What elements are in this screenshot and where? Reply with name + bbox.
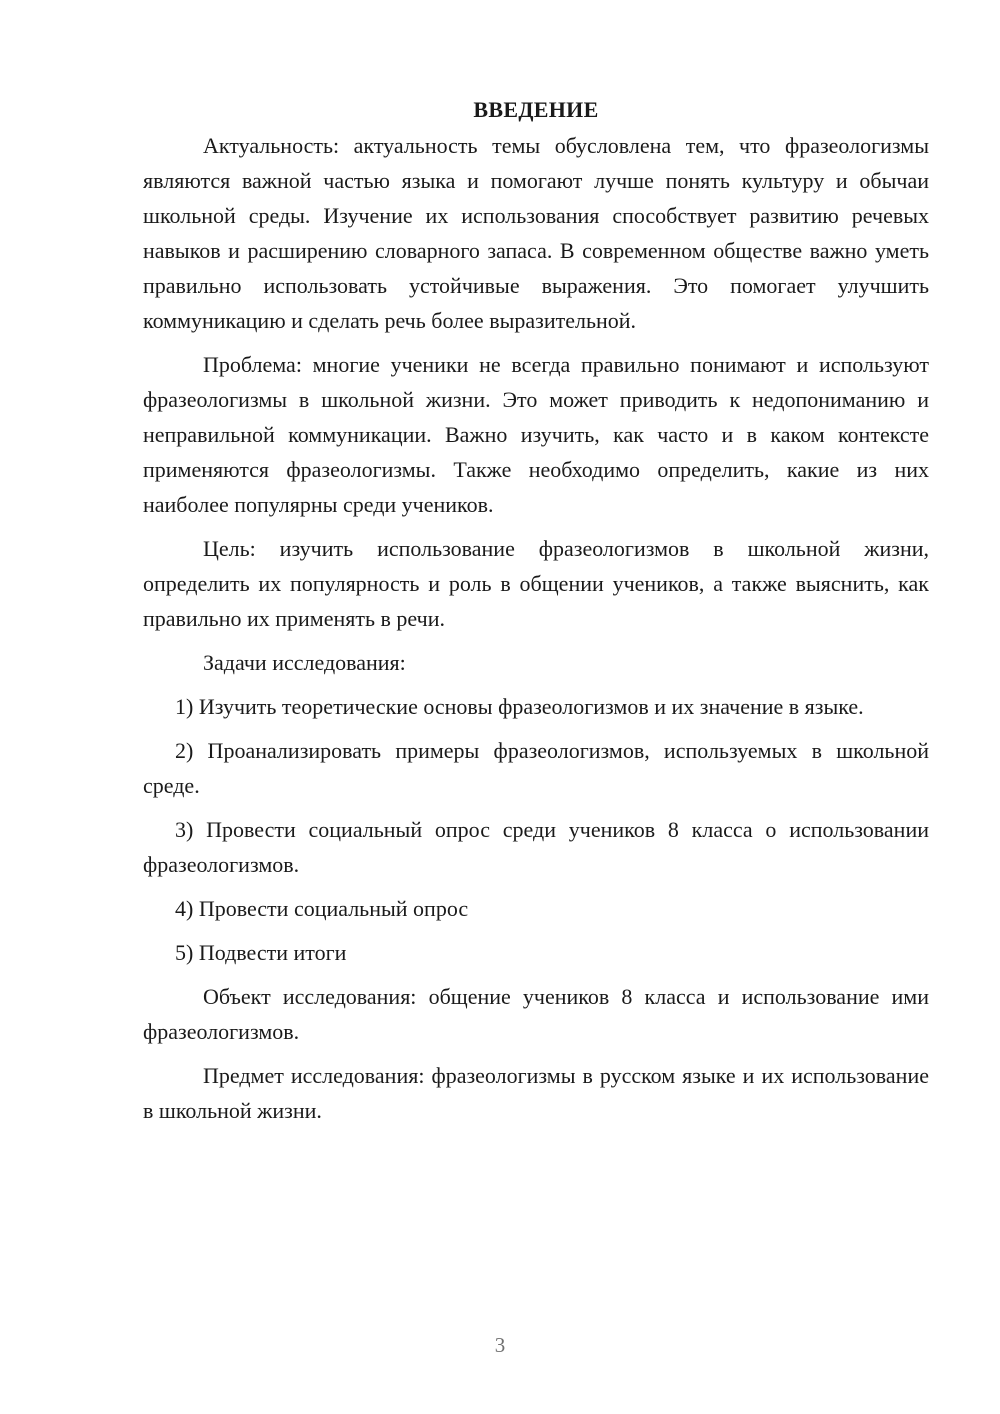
page-number: 3 xyxy=(494,1333,506,1357)
list-item-task-2: 2) Проанализировать примеры фразеологизмов, используемых в школьной среде. xyxy=(143,738,929,798)
list-item-task-1: 1) Изучить теоретические основы фразеологизмов и их значение в языке. xyxy=(175,694,864,719)
list-item-task-5: 5) Подвести итоги xyxy=(175,940,347,965)
list-item-task-4: 4) Провести социальный опрос xyxy=(175,896,469,921)
document-page xyxy=(143,93,929,1128)
paragraph-tasks-heading: Задачи исследования: xyxy=(203,650,406,675)
paragraph-object: Объект исследования: общение учеников 8 класса и использование ими фразеологизмов. xyxy=(143,984,929,1044)
paragraph-goal: Цель: изучить использование фразеологизмов в школьной жизни, определить их популярность и роль в общении учеников, а также выяснить, как правильно их применять в речи. xyxy=(143,536,929,631)
page-title: ВВЕДЕНИЕ xyxy=(473,97,599,122)
paragraph-problem: Проблема: многие ученики не всегда правильно понимают и используют фразеологизмы в школьной жизни. Это может приводить к недопониманию и неправильной коммуникации. Важно изучить, как часто и в каком контексте применяются фразеологизмы. Также необходимо определить, какие из них наиболее популярны среди учеников. xyxy=(143,352,929,517)
paragraph-relevance: Актуальность: актуальность темы обусловлена тем, что фразеологизмы являются важной частью языка и помогают лучше понять культуру и обычаи школьной среды. Изучение их использования способствует развитию речевых навыков и расширению словарного запаса. В современном обществе важно уметь правильно использовать устойчивые выражения. Это помогает улучшить коммуникацию и сделать речь более выразительной. xyxy=(143,133,929,333)
paragraph-subject: Предмет исследования: фразеологизмы в русском языке и их использование в школьной жизни. xyxy=(143,1063,929,1123)
list-item-task-3: 3) Провести социальный опрос среди учеников 8 класса о использовании фразеологизмов. xyxy=(143,817,929,877)
